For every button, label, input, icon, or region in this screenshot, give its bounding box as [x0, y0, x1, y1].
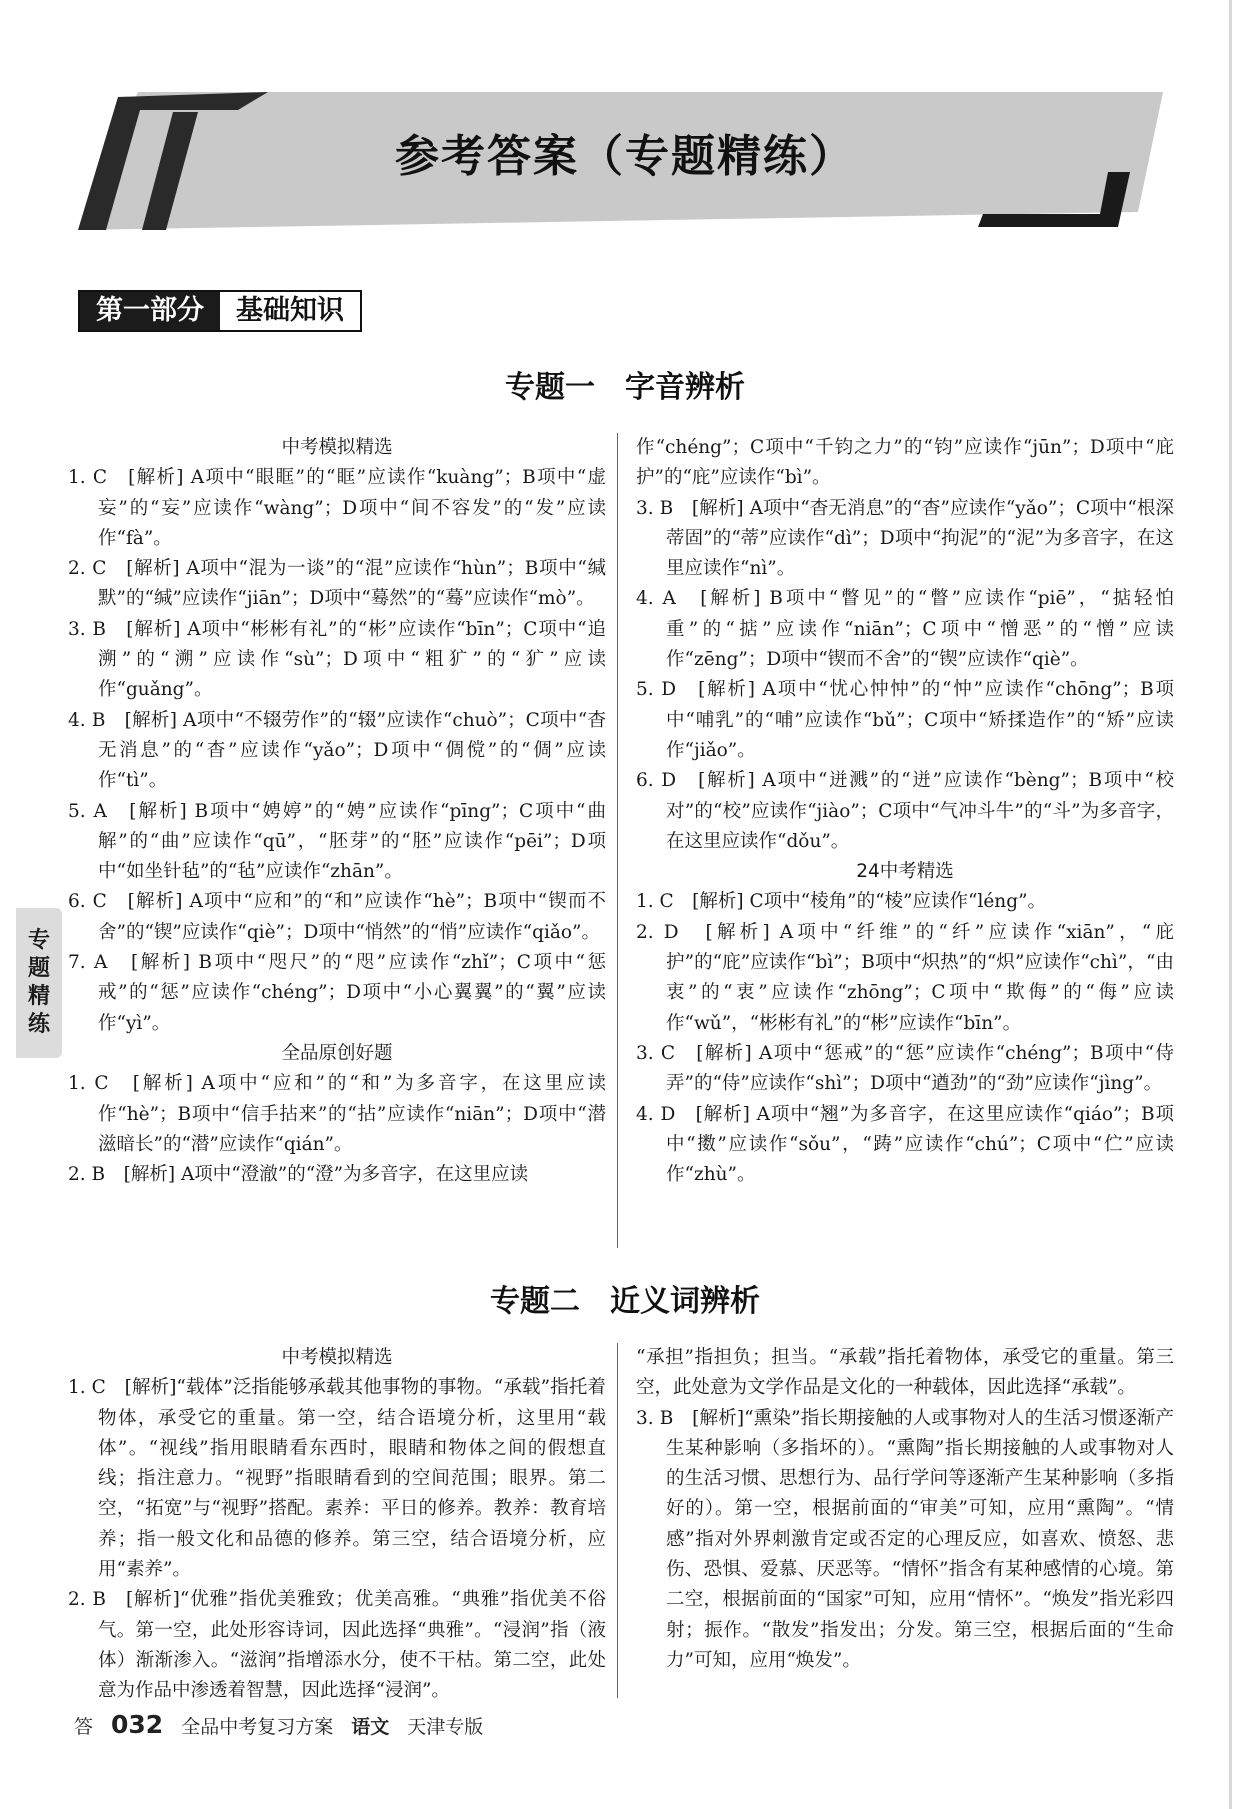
answer-item: 5. D [解析] A项中“忧心忡忡”的“忡”应读作“chōng”；B项中“哺乳”的“哺”应读作“bǔ”；C项中“矫揉造作”的“矫”应读作“jiǎo”。 [636, 679, 1174, 761]
part-number: 第一部分 [80, 292, 220, 330]
topic-title: 专题二 近义词辨析 [490, 1284, 760, 1319]
section-heading: 中考模拟精选 [281, 437, 393, 458]
section-heading: 中考模拟精选 [281, 1347, 393, 1368]
topic2-right-column [636, 1343, 1174, 1676]
answer-item: 7. A [解析] B项中“咫尺”的“咫”应读作“zhǐ”；C项中“惩戒”的“惩”应读作“chéng”；D项中“小心翼翼”的“翼”应读作“yì”。 [68, 952, 606, 1034]
answer-item: 1. C [解析]“载体”泛指能够承载其他事物的事物。“承载”指托着物体，承受它的重量。第一空，结合语境分析，这里用“载体”。“视线”指用眼睛看东西时，眼睛和物体之间的假想直线；指注意力。“视野”指眼睛看到的空间范围；眼界。第二空，“拓宽”与“视野”搭配。素养：平日的修养。教养：教育培养；指一般文化和品德的修养。第三空，结合语境分析，应用“素养”。 [68, 1377, 606, 1581]
answer-item: 5. A [解析] B项中“娉婷”的“娉”应读作“pīng”；C项中“曲解”的“曲”应读作“qū”，“胚芽”的“胚”应读作“pēi”；D项中“如坐针毡”的“毡”应读作“zhān”。 [68, 800, 606, 883]
answer-item: 2. C [解析] A项中“混为一谈”的“混”应读作“hùn”；B项中“缄默”的“缄”应读作“jiān”；D项中“蓦然”的“蓦”应读作“mò”。 [68, 558, 606, 610]
side-tab-char: 题 [27, 956, 50, 981]
page-title: 参考答案（专题精练） [395, 131, 855, 182]
topic2-left-column [68, 1343, 606, 1707]
part-name: 基础知识 [220, 292, 360, 330]
page-number: 032 [111, 1710, 164, 1739]
answer-item: 3. B [解析]“熏染”指长期接触的人或事物对人的生活习惯逐渐产生某种影响（多指坏的）。“熏陶”指长期接触的人或事物对人的生活习惯、思想行为、品行学问等逐渐产生某种影响（多指好的）。第一空，根据前面的“审美”可知，应用“熏陶”。“情感”指对外界刺激肯定或否定的心理反应，如喜欢、愤怒、悲伤、恐惧、爱慕、厌恶等。“情怀”指含有某种感情的心境。第二空，根据前面的“国家”可知，应用“情怀”。“焕发”指光彩四射；振作。“散发”指发出；分发。第三空，根据后面的“生命力”可知，应用“焕发”。 [636, 1407, 1174, 1671]
subject-name: 语文 [351, 1716, 390, 1738]
answer-item: 3. C [解析] A项中“惩戒”的“惩”应读作“chéng”；B项中“侍弄”的“侍”应读作“shì”；D项中“遒劲”的“劲”应读作“jìng”。 [636, 1042, 1174, 1095]
section-heading: 24中考精选 [856, 861, 954, 883]
edition-name: 天津专版 [407, 1716, 484, 1738]
answer-item: 3. B [解析] A项中“杳无消息”的“杳”应读作“yǎo”；C项中“根深蒂固”的“蒂”应读作“dì”；D项中“拘泥”的“泥”为多音字，在这里应读作“nì”。 [636, 497, 1174, 580]
topic1-right-column [636, 433, 1174, 1190]
answer-continuation: “承担”指担负；担当。“承载”指托着物体，承受它的重量。第三空，此处意为文学作品是文化的一种载体，因此选择“承载”。 [636, 1347, 1174, 1399]
page-footer [74, 1710, 483, 1739]
section-heading: 全品原创好题 [281, 1042, 393, 1064]
answer-item: 2. B [解析] A项中“澄澈”的“澄”为多音字，在这里应读 [68, 1164, 529, 1186]
answer-item: 2. B [解析]“优雅”指优美雅致；优美高雅。“典雅”指优美不俗气。第一空，此处形容诗词，因此选择“典雅”。“浸润”指（液体）渐渐渗入。“滋润”指增添水分，使不干枯。第二空，此处意为作品中渗透着智慧，因此选择“浸润”。 [68, 1589, 606, 1702]
answer-item: 6. C [解析] A项中“应和”的“和”应读作“hè”；B项中“锲而不舍”的“锲”应读作“qiè”；D项中“悄然”的“悄”应读作“qiǎo”。 [68, 891, 606, 943]
topic-title: 专题一 字音辨析 [505, 370, 745, 405]
topic1-left-column [68, 433, 606, 1190]
part-label [78, 290, 362, 332]
answer-item: 4. A [解析] B项中“瞥见”的“瞥”应读作“piē”，“掂轻怕重”的“掂”应读作“niān”；C项中“憎恶”的“憎”应读作“zēng”；D项中“锲而不舍”的“锲”应读作“qiè”。 [636, 588, 1174, 671]
answer-item: 3. B [解析] A项中“彬彬有礼”的“彬”应读作“bīn”；C项中“追溯”的“溯”应读作“sù”；D项中“粗犷”的“犷”应读作“guǎng”。 [68, 618, 606, 701]
book-name: 全品中考复习方案 [181, 1716, 334, 1738]
side-tab-char: 练 [27, 1012, 50, 1037]
side-tab-char: 精 [27, 984, 50, 1009]
answer-item: 2. D [解析] A项中“纤维”的“纤”应读作“xiān”，“庇护”的“庇”应读作“bì”；B项中“炽热”的“炽”应读作“chì”，“由衷”的“衷”应读作“zhōng”；C项中“欺侮”的“侮”应读作“wǔ”，“彬彬有礼”的“彬”应读作“bīn”。 [636, 921, 1174, 1034]
answer-item: 1. C [解析] C项中“棱角”的“棱”应读作“léng”。 [636, 891, 1047, 913]
side-tab [16, 908, 62, 1058]
answer-continuation: 作“chéng”；C项中“千钧之力”的“钧”应读作“jūn”；D项中“庇护”的“庇”应读作“bì”。 [636, 437, 1174, 489]
answer-item: 4. B [解析] A项中“不辍劳作”的“辍”应读作“chuò”；C项中“杳无消息”的“杳”应读作“yǎo”；D项中“倜傥”的“倜”应读作“tì”。 [68, 709, 606, 792]
column-divider [617, 433, 618, 1248]
answer-item: 6. D [解析] A项中“迸溅”的“迸”应读作“bèng”；B项中“校对”的“校”应读作“jiào”；C项中“气冲斗牛”的“斗”为多音字，在这里应读作“dǒu”。 [636, 770, 1174, 852]
footer-prefix: 答 [74, 1716, 94, 1738]
answer-item: 4. D [解析] A项中“翘”为多音字，在这里应读作“qiáo”；B项中“擞”应读作“sǒu”，“踌”应读作“chú”；C项中“伫”应读作“zhù”。 [636, 1103, 1174, 1186]
side-tab-char: 专 [27, 928, 50, 953]
answer-item: 1. C [解析] A项中“应和”的“和”为多音字，在这里应读作“hè”；B项中“信手拈来”的“拈”应读作“niān”；D项中“潜滋暗长”的“潜”应读作“qián”。 [68, 1073, 606, 1155]
page-edge-rule [1229, 0, 1232, 1809]
column-divider [617, 1343, 618, 1698]
answer-item: 1. C [解析] A项中“眼眶”的“眶”应读作“kuàng”；B项中“虚妄”的“妄”应读作“wàng”；D项中“间不容发”的“发”应读作“fà”。 [68, 467, 606, 549]
